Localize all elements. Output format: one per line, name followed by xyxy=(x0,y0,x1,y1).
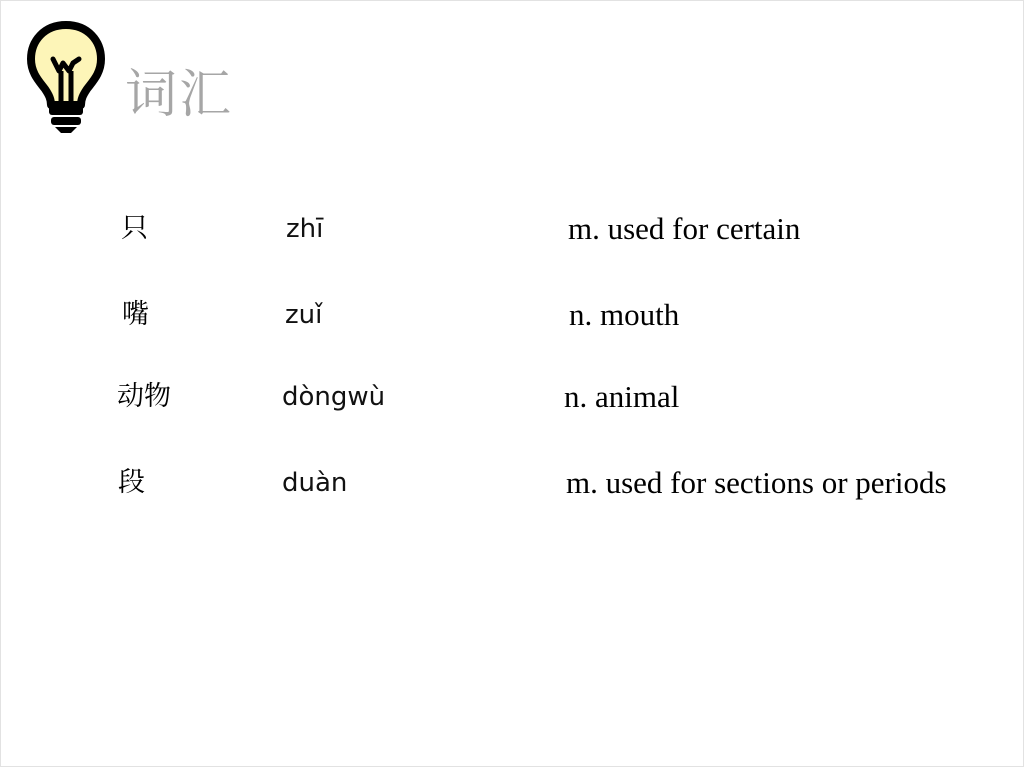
vocab-meaning: m. used for sections or periods xyxy=(566,465,947,500)
vocab-pinyin: dòngwù xyxy=(282,382,386,412)
vocab-row xyxy=(1,209,1024,259)
vocab-meaning: n. mouth xyxy=(569,297,680,332)
vocab-hanzi: 段 xyxy=(118,467,145,498)
vocab-hanzi: 只 xyxy=(121,213,148,244)
vocab-row xyxy=(1,295,1024,345)
vocab-meaning: m. used for certain xyxy=(568,211,801,246)
vocab-meaning: n. animal xyxy=(564,379,680,414)
vocab-hanzi: 动物 xyxy=(117,381,171,412)
vocab-row xyxy=(1,377,1024,427)
page-title: 词汇 xyxy=(125,65,234,125)
vocab-hanzi: 嘴 xyxy=(122,299,149,330)
lightbulb-icon xyxy=(25,19,107,135)
vocab-pinyin: zhī xyxy=(286,214,324,244)
vocab-pinyin: zuǐ xyxy=(285,300,323,330)
vocab-row xyxy=(1,463,1024,513)
vocab-pinyin: duàn xyxy=(282,468,348,498)
